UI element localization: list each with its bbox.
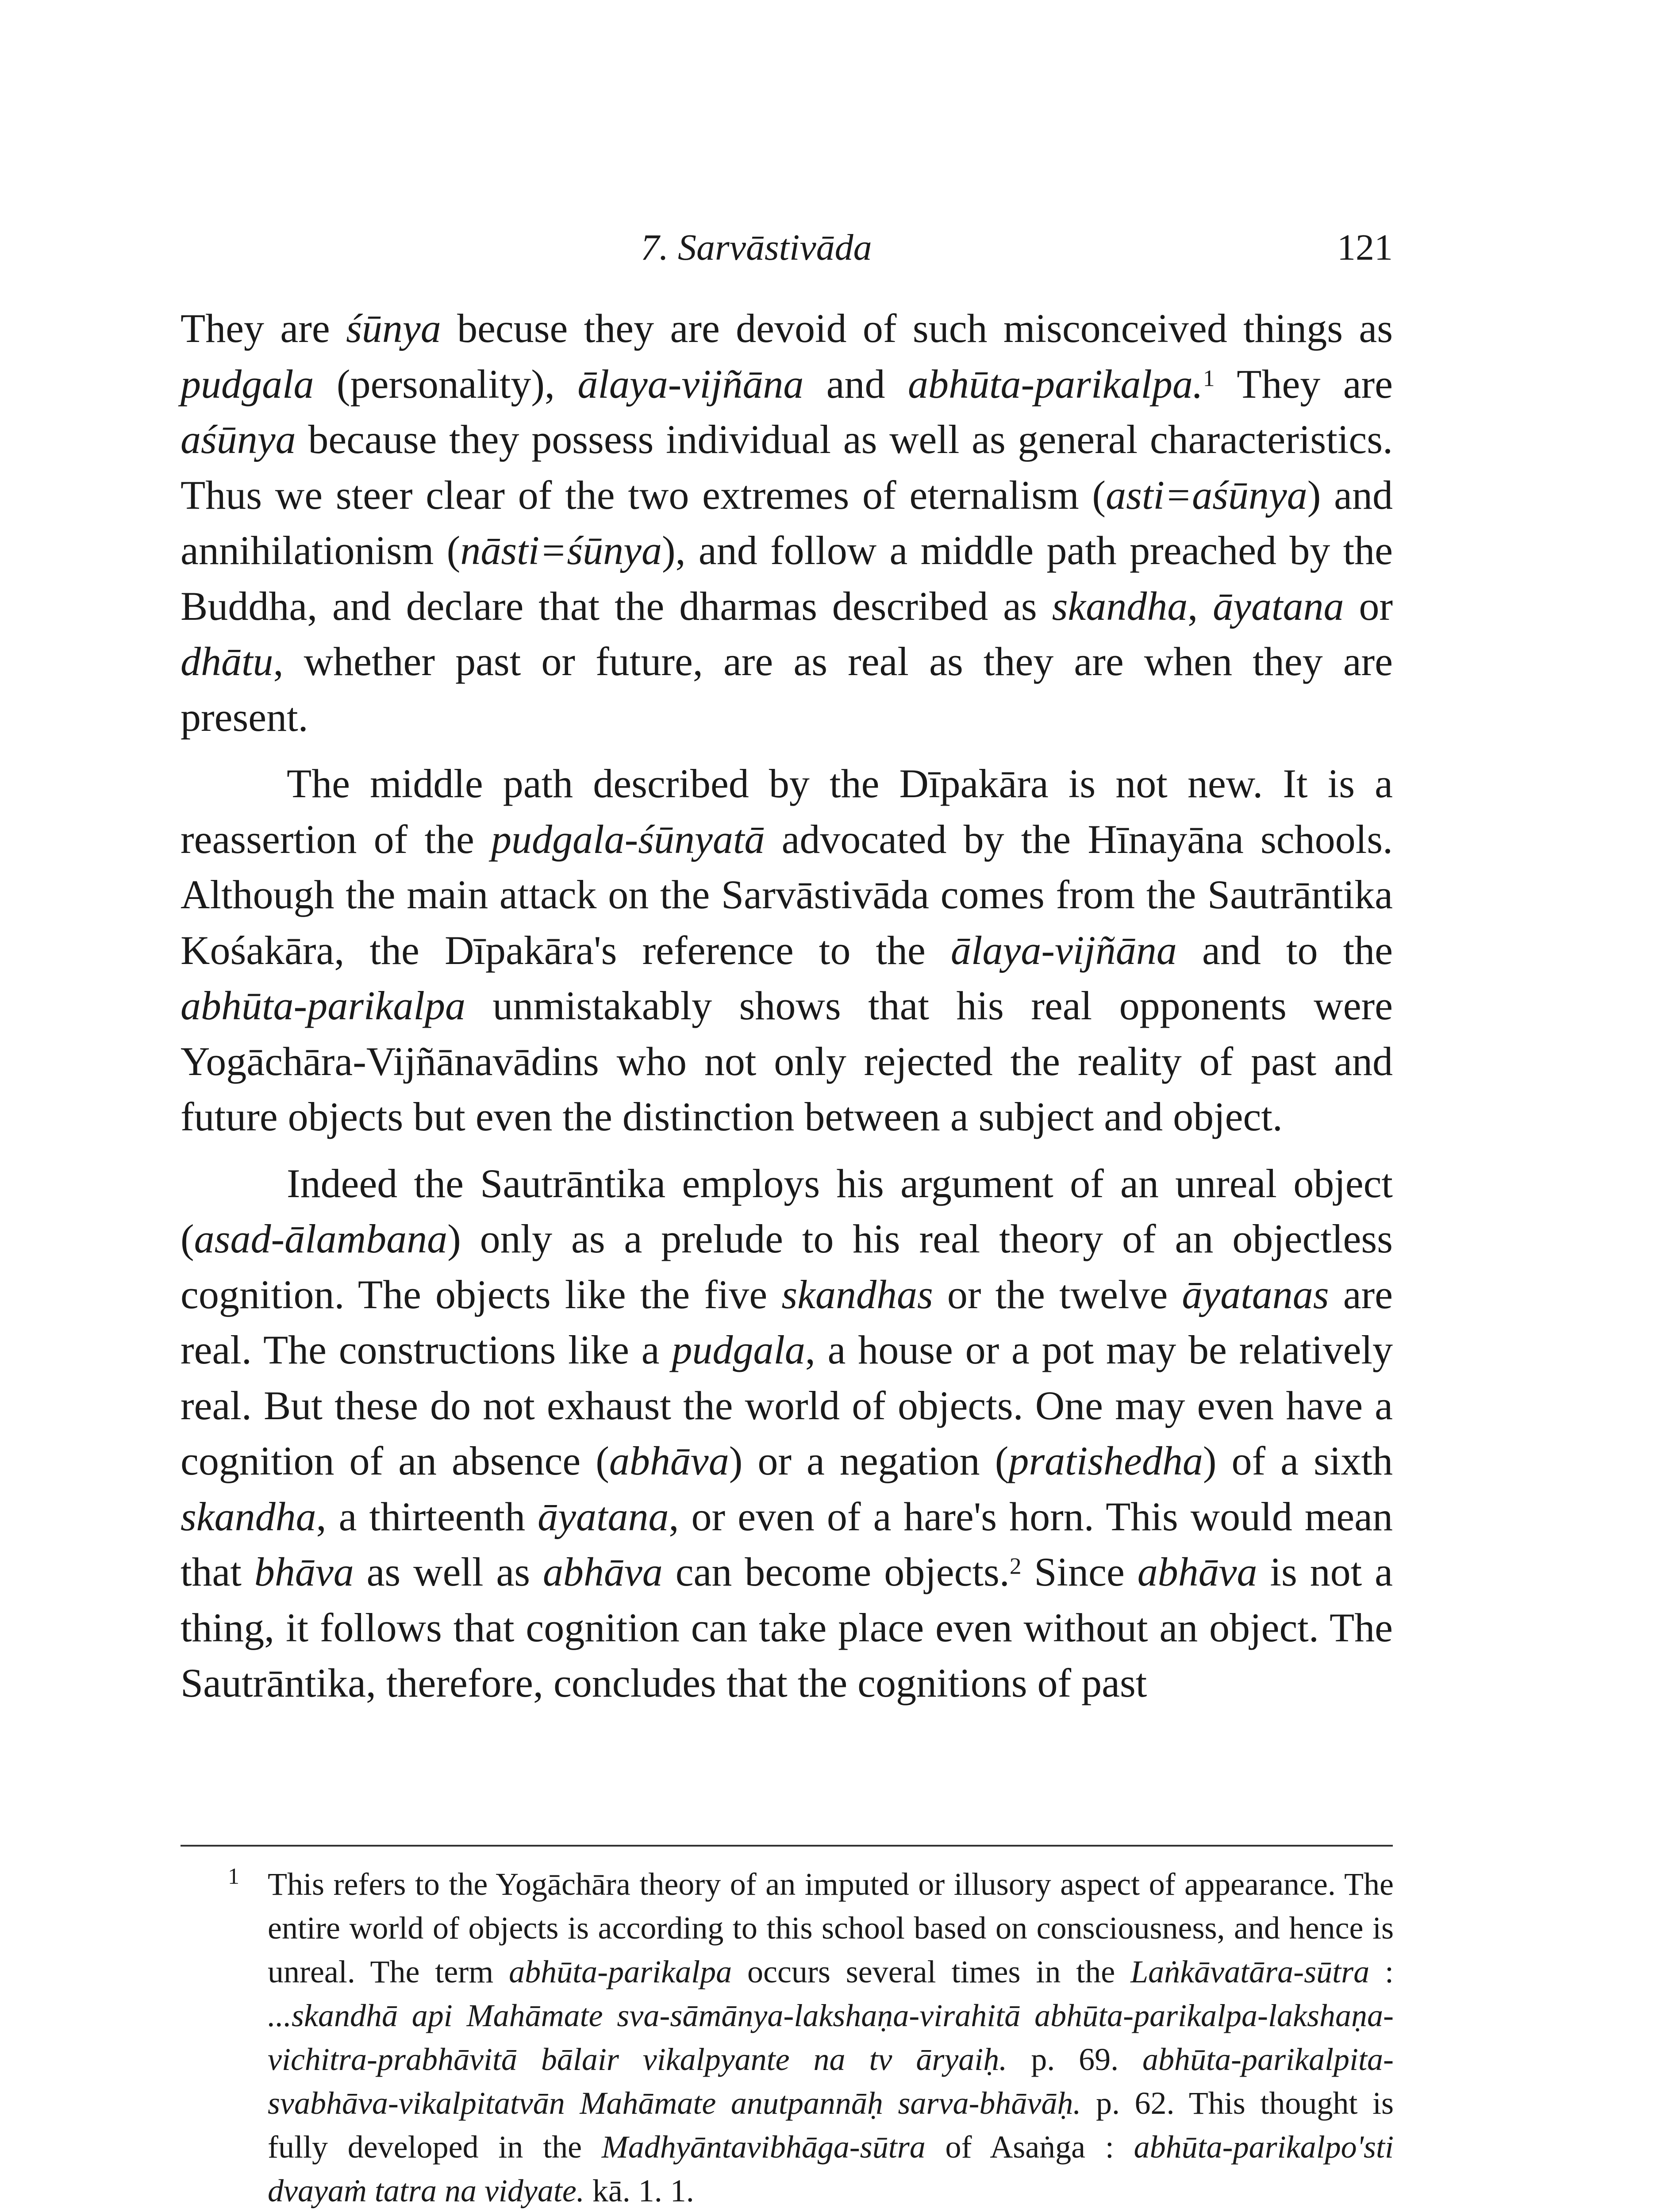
italic-term: Madhyāntavibhāga-sūtra — [601, 2129, 926, 2165]
footnote-marker: 1 — [228, 1864, 239, 1889]
paragraph: Indeed the Sautrāntika employs his argument of an unreal object (asad-ālambana) only as a prelude to his real theory of an objectless cognition. The objects like the five skandhas or the twelve āyatanas are real. The constructions like a pudgala, a house or a pot may be relatively real. But these do not exhaust the world of objects. One may even have a cognition of an absence (abhāva) or a negation (pratishedha) of a sixth skandha, a thirteenth āyatana, or even of a hare's horn. This would mean that bhāva as well as abhāva can become objects.$^2$ Since abhāva is not a thing, it follows that cognition can take place even without an object. The Sautrāntika, therefore, concludes that the cognitions of past — [181, 1160, 1393, 1705]
footnote-reference: 1 — [1203, 364, 1215, 391]
footnote-marker — [228, 2205, 239, 2212]
italic-term: abhāva — [609, 1438, 729, 1483]
italic-term: skandhas — [781, 1271, 933, 1317]
italic-term: abhūta-parikalpo'sti dvayaṁ tatra na vidyate. — [268, 2129, 1394, 2208]
italic-term: pudgala-śūnyatā — [491, 816, 765, 862]
paragraph: They are śūnya becuse they are devoid of such misconceived things as pudgala (personality), ālaya-vijñāna and abhūta-parikalpa.$^1$ They are aśūnya because they possess individual as well as general characteristics. Thus we steer clear of the two extremes of eternalism (asti=aśūnya) and annihilationism (nāsti=śūnya), and follow a middle path preached by the Buddha, and declare that the dharmas described as skandha, āyatana or dhātu, whether past or future, are as real as they are when they are present. — [181, 306, 1393, 740]
italic-term: āyatanas — [1182, 1271, 1329, 1317]
italic-term: dhātu — [181, 639, 273, 684]
paragraph: The middle path described by the Dīpakāra is not new. It is a reassertion of the pudgala-śūnyatā advocated by the Hīnayāna schools. Although the main attack on the Sarvāstivāda comes from the Sautrāntika Kośakāra, the Dīpakāra's reference to the ālaya-vijñāna and to the abhūta-parikalpa unmistakably shows that his real opponents were Yogāchāra-Vijñānavādins who not only rejected the reality of past and future objects but even the distinction between a subject and object. — [181, 761, 1393, 1139]
footnote-divider — [181, 1845, 1393, 1847]
italic-term: ālaya-vijñāna — [577, 361, 804, 407]
italic-term: bhāva — [254, 1549, 354, 1594]
footnotes — [228, 1863, 1394, 2212]
footnote-1 — [228, 1863, 1394, 2212]
italic-term: asad-ālambana — [194, 1216, 448, 1261]
page-number: 121 — [1337, 227, 1393, 268]
italic-term: abhūta-parikalpa — [181, 983, 465, 1028]
italic-term: abhūta-parikalpa. — [907, 361, 1203, 407]
italic-term: pudgala — [672, 1327, 805, 1372]
italic-term: śūnya — [346, 306, 441, 351]
chapter-title: 7. Sarvāstivāda — [641, 227, 872, 268]
italic-term: skandha — [181, 1494, 316, 1539]
italic-term: pratishedha — [1008, 1438, 1203, 1483]
italic-term: aśūnya — [181, 417, 296, 462]
italic-term: abhūta-parikalpita-svabhāva-vikalpitatvān Mahāmate anutpannāḥ sarva-bhāvāḥ. — [268, 2042, 1394, 2121]
italic-term: pudgala — [181, 361, 314, 407]
running-head — [181, 221, 1393, 274]
footnote-text: This refers to the Yogāchāra theory of an imputed or illusory aspect of appearance. The entire world of objects is according to this school based on consciousness, and hence is unreal. The term abhūta-parikalpa occurs several times in the Laṅkāvatāra-sūtra : ...skandhā api Mahāmate sva-sāmānya-lakshaṇa-virahitā abhūta-parikalpa-lakshaṇa-vichitra-prabhāvitā bālair vikalpyante na tv āryaiḥ. p. 69. abhūta-parikalpita-svabhāva-vikalpitatvān Mahāmate anutpannāḥ sarva-bhāvāḥ. p. 62. This thought is fully developed in the Madhyāntavibhāga-sūtra of Asaṅga : abhūta-parikalpo'sti dvayaṁ tatra na vidyate. kā. 1. 1. — [268, 1866, 1394, 2208]
italic-term: abhūta-parikalpa — [509, 1954, 732, 1989]
italic-term: abhāva — [542, 1549, 663, 1594]
italic-term: nāsti=śūnya — [460, 528, 662, 573]
body-text — [181, 301, 1393, 1711]
footnote-reference: 2 — [1009, 1552, 1022, 1579]
italic-term: asti=aśūnya — [1106, 472, 1307, 518]
italic-term: āyatana — [1213, 583, 1344, 629]
italic-term: āyatana — [538, 1494, 669, 1539]
italic-term: Laṅkāvatāra-sūtra — [1130, 1954, 1370, 1989]
italic-term: ...skandhā api Mahāmate sva-sāmānya-lakshaṇa-virahitā abhūta-parikalpa-lakshaṇa-vichitra-prabhāvitā bālair vikalpyante na tv āryaiḥ. — [268, 1998, 1394, 2077]
italic-term: skandha — [1052, 583, 1188, 629]
italic-term: ālaya-vijñāna — [950, 927, 1177, 973]
italic-term: abhāva — [1137, 1549, 1257, 1594]
